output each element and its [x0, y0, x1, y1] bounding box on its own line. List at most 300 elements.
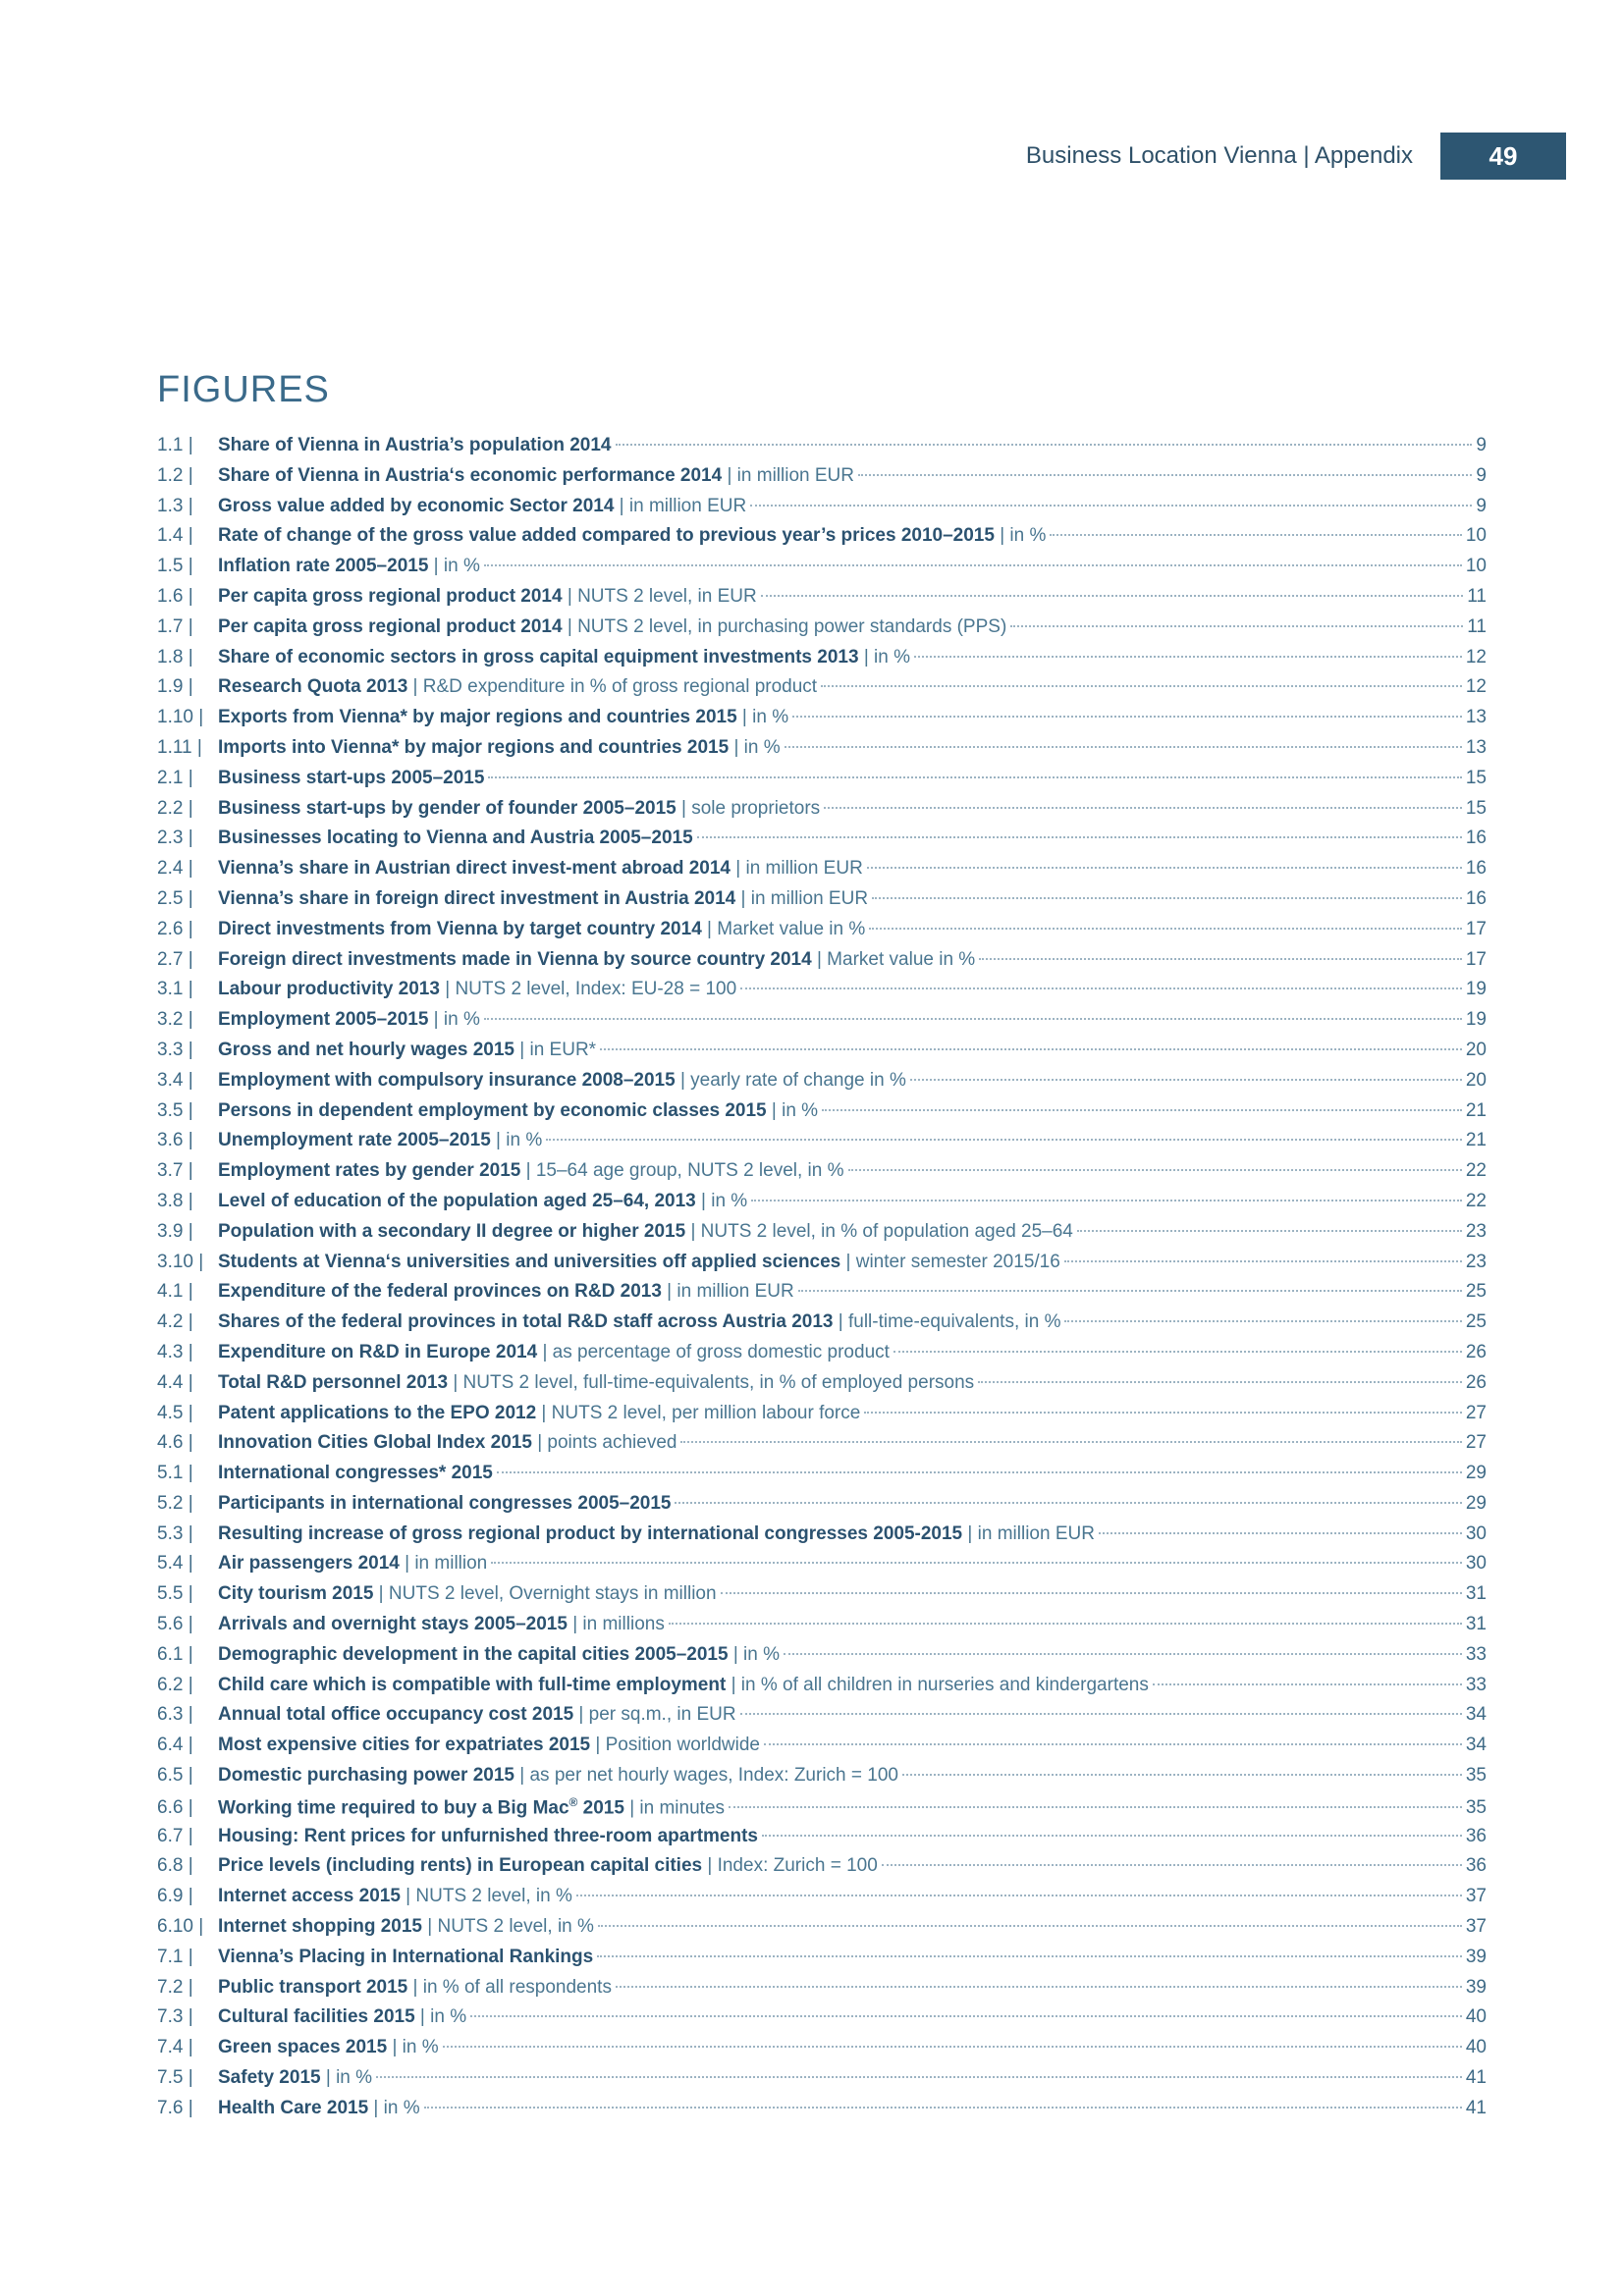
figure-number: 2.6 | — [157, 918, 193, 939]
figure-number: 5.3 | — [157, 1522, 193, 1544]
dot-leader — [740, 988, 1462, 989]
figure-caption — [218, 1795, 725, 1819]
figure-subtitle: | Market value in % — [811, 948, 976, 970]
figure-page-number[interactable]: 34 — [1465, 1735, 1487, 1756]
figure-page-number[interactable]: 20 — [1465, 1069, 1487, 1091]
figure-subtitle: | points achieved — [531, 1432, 677, 1454]
figure-caption — [218, 556, 480, 577]
figure-subtitle: | sole proprietors — [676, 797, 821, 819]
figure-caption — [218, 1826, 758, 1847]
figure-entry[interactable] — [157, 1191, 1487, 1221]
figure-page-number[interactable]: 21 — [1465, 1130, 1487, 1151]
figure-number: 7.5 | — [157, 2067, 193, 2089]
figure-page-number[interactable]: 10 — [1465, 556, 1487, 577]
dot-leader — [484, 564, 1462, 566]
figure-entry[interactable] — [157, 1372, 1487, 1403]
dot-leader — [979, 958, 1462, 960]
dot-leader — [848, 1169, 1462, 1171]
figure-entry[interactable] — [157, 616, 1487, 647]
figure-entry[interactable] — [157, 1523, 1487, 1554]
figure-title: Share of Vienna in Austria‘s economic performance 2014 — [218, 464, 723, 486]
figure-entry[interactable] — [157, 1735, 1487, 1765]
figure-page-number[interactable]: 12 — [1465, 676, 1487, 698]
figure-caption — [218, 2098, 420, 2119]
figure-entry[interactable] — [157, 1403, 1487, 1433]
figure-subtitle: | in % — [695, 1190, 748, 1211]
figure-title: Employment rates by gender 2015 — [218, 1160, 521, 1182]
figure-entry[interactable] — [157, 1583, 1487, 1614]
figure-entry[interactable] — [157, 1100, 1487, 1131]
figure-caption — [218, 1372, 974, 1394]
dot-leader — [750, 505, 1472, 507]
dot-leader — [910, 1079, 1462, 1081]
figure-caption — [218, 1130, 542, 1151]
figure-entry[interactable] — [157, 1855, 1487, 1886]
figure-entry[interactable] — [157, 1644, 1487, 1675]
figure-number: 3.2 | — [157, 1009, 193, 1031]
figure-subtitle: | in % of all children in nurseries and kindergartens — [726, 1674, 1149, 1695]
figure-subtitle: | full-time-equivalents, in % — [833, 1311, 1061, 1333]
figure-entry[interactable] — [157, 465, 1487, 496]
figure-entry[interactable] — [157, 556, 1487, 586]
figure-subtitle: | NUTS 2 level, in % — [400, 1886, 572, 1907]
figure-page-number[interactable]: 11 — [1467, 585, 1487, 607]
dot-leader — [680, 1441, 1461, 1443]
figure-page-number[interactable]: 19 — [1465, 979, 1487, 1000]
dot-leader — [443, 2046, 1462, 2048]
figure-title: Most expensive cities for expatriates 2015 — [218, 1735, 591, 1756]
figure-page-number[interactable]: 25 — [1465, 1281, 1487, 1303]
figure-page-number[interactable]: 30 — [1465, 1522, 1487, 1544]
figure-page-number[interactable]: 36 — [1465, 1825, 1487, 1846]
figure-title: Rate of change of the gross value added compared to previous year’s prices 2010–2015 — [218, 525, 995, 547]
figure-entry[interactable] — [157, 1493, 1487, 1523]
figure-entry[interactable] — [157, 1432, 1487, 1463]
dot-leader — [1099, 1532, 1462, 1534]
figure-entry[interactable] — [157, 586, 1487, 616]
figure-page-number[interactable]: 22 — [1465, 1190, 1487, 1211]
figure-page-number[interactable]: 27 — [1465, 1432, 1487, 1454]
figure-number: 4.5 | — [157, 1402, 193, 1423]
dot-leader — [600, 1048, 1462, 1050]
figure-page-number[interactable]: 33 — [1465, 1674, 1487, 1695]
figure-caption — [218, 2006, 466, 2028]
figure-title: Resulting increase of gross regional product by international congresses 2005-2015 — [218, 1522, 963, 1544]
figure-title: Share of Vienna in Austria’s population 2014 — [218, 435, 612, 455]
figure-caption — [218, 1977, 612, 1999]
figure-title: Participants in international congresses 2005–2015 — [218, 1492, 672, 1514]
figure-subtitle: | per sq.m., in EUR — [573, 1704, 736, 1726]
figure-number: 4.3 | — [157, 1341, 193, 1362]
figure-entry[interactable] — [157, 1614, 1487, 1644]
dot-leader — [1010, 625, 1463, 627]
figure-page-number[interactable]: 9 — [1476, 495, 1487, 516]
figure-number: 6.2 | — [157, 1674, 193, 1695]
figure-number: 3.7 | — [157, 1160, 193, 1182]
figure-page-number[interactable]: 9 — [1476, 435, 1487, 455]
figure-page-number[interactable]: 41 — [1465, 2067, 1487, 2089]
figure-subtitle: | in % — [368, 2097, 420, 2118]
figure-page-number[interactable]: 15 — [1465, 797, 1487, 819]
figure-page-number[interactable]: 34 — [1465, 1704, 1487, 1726]
figure-number: 1.9 | — [157, 676, 193, 698]
dot-leader — [902, 1774, 1462, 1776]
figure-page-number[interactable]: 26 — [1465, 1341, 1487, 1362]
figure-page-number[interactable]: 30 — [1465, 1553, 1487, 1575]
figure-page-number[interactable]: 25 — [1465, 1311, 1487, 1333]
figure-page-number[interactable]: 39 — [1465, 1946, 1487, 1967]
figure-caption — [218, 1191, 747, 1212]
figure-number: 3.1 | — [157, 979, 193, 1000]
figure-page-number[interactable]: 36 — [1465, 1855, 1487, 1877]
figure-caption — [218, 465, 854, 487]
figure-subtitle: | in million EUR — [962, 1522, 1095, 1544]
figure-subtitle: | NUTS 2 level, in % — [421, 1916, 594, 1938]
figure-page-number[interactable]: 31 — [1465, 1583, 1487, 1605]
dot-leader — [762, 1835, 1462, 1837]
figure-subtitle: | in minutes — [623, 1797, 726, 1819]
figure-number: 4.2 | — [157, 1311, 193, 1333]
dot-leader — [546, 1139, 1462, 1141]
figure-caption — [218, 1463, 493, 1484]
figure-title: Expenditure of the federal provinces on R&D 2013 — [218, 1281, 662, 1303]
figure-page-number[interactable]: 12 — [1465, 646, 1487, 667]
figure-page-number[interactable]: 9 — [1476, 464, 1487, 486]
figure-title: Direct investments from Vienna by target country 2014 — [218, 918, 702, 939]
figure-subtitle: | in % — [994, 525, 1047, 547]
figure-subtitle: | in millions — [567, 1614, 665, 1635]
figure-title: Gross and net hourly wages 2015 — [218, 1039, 514, 1060]
figure-page-number[interactable]: 21 — [1465, 1099, 1487, 1121]
figure-caption — [218, 798, 820, 820]
figure-subtitle: | NUTS 2 level, Index: EU-28 = 100 — [439, 979, 737, 1000]
figure-page-number[interactable]: 23 — [1465, 1251, 1487, 1272]
figure-caption — [218, 676, 817, 698]
figure-title: Students at Vienna‘s universities and universities off applied sciences — [218, 1251, 841, 1272]
figure-page-number[interactable]: 37 — [1465, 1916, 1487, 1938]
figure-entry[interactable] — [157, 647, 1487, 677]
figure-page-number[interactable]: 13 — [1465, 707, 1487, 728]
figure-title: Level of education of the population aged 25–64, 2013 — [218, 1190, 696, 1211]
figure-title: City tourism 2015 — [218, 1583, 374, 1605]
figure-page-number[interactable]: 39 — [1465, 1976, 1487, 1998]
figure-title: Foreign direct investments made in Vienna by source country 2014 — [218, 948, 812, 970]
figure-title: Businesses locating to Vienna and Austria 2005–2015 — [218, 828, 693, 849]
figure-number: 5.4 | — [157, 1553, 193, 1575]
dot-leader — [822, 1109, 1462, 1111]
figure-subtitle: | NUTS 2 level, in EUR — [562, 585, 757, 607]
figure-title: Imports into Vienna* by major regions and countries 2015 — [218, 736, 730, 758]
dot-leader — [1064, 1320, 1461, 1322]
figure-caption — [218, 768, 484, 789]
figure-caption — [218, 949, 975, 971]
dot-leader — [821, 685, 1462, 687]
figure-page-number[interactable]: 35 — [1465, 1797, 1487, 1819]
figure-entry[interactable] — [157, 525, 1487, 556]
figure-entry[interactable] — [157, 1704, 1487, 1735]
figure-entry[interactable] — [157, 1463, 1487, 1493]
figure-entry[interactable] — [157, 2006, 1487, 2037]
figure-entry[interactable] — [157, 828, 1487, 858]
figure-entry[interactable] — [157, 1009, 1487, 1040]
figure-entry[interactable] — [157, 1675, 1487, 1705]
figure-title: Internet shopping 2015 — [218, 1916, 422, 1938]
figure-caption — [218, 1432, 677, 1454]
figure-number: 6.8 | — [157, 1855, 193, 1877]
dot-leader — [597, 1955, 1462, 1957]
figure-title: Housing: Rent prices for unfurnished three-room apartments — [218, 1825, 758, 1846]
figure-caption — [218, 1947, 593, 1968]
figure-subtitle: | in % — [428, 556, 480, 577]
dot-leader — [893, 1351, 1462, 1353]
dot-leader — [872, 897, 1462, 899]
dot-leader — [1077, 1230, 1462, 1232]
figure-title: Air passengers 2014 — [218, 1553, 400, 1575]
figure-title: Internet access 2015 — [218, 1886, 401, 1907]
figure-entry[interactable] — [157, 1765, 1487, 1795]
figure-title: Vienna’s Placing in International Rankings — [218, 1946, 594, 1967]
figure-caption — [218, 888, 868, 910]
figure-entry[interactable] — [157, 979, 1487, 1009]
figure-subtitle: | winter semester 2015/16 — [840, 1251, 1060, 1272]
header-title: Business Location Vienna | Appendix — [1025, 142, 1413, 169]
figure-subtitle: | NUTS 2 level, in purchasing power standards (PPS) — [562, 615, 1007, 637]
figure-entry[interactable] — [157, 1221, 1487, 1252]
figure-number: 5.6 | — [157, 1614, 193, 1635]
figure-caption — [218, 1281, 794, 1303]
figure-page-number[interactable]: 31 — [1465, 1614, 1487, 1635]
dot-leader — [721, 1592, 1462, 1594]
figure-entry[interactable] — [157, 1826, 1487, 1856]
dot-leader — [697, 836, 1462, 838]
figure-title: Total R&D personnel 2013 — [218, 1371, 449, 1393]
figure-page-number[interactable]: 16 — [1465, 858, 1487, 880]
figure-page-number[interactable]: 19 — [1465, 1009, 1487, 1031]
dot-leader — [729, 1806, 1462, 1808]
figure-number: 1.7 | — [157, 615, 193, 637]
figure-entry[interactable] — [157, 1947, 1487, 1977]
figure-title: Vienna’s share in foreign direct investment in Austria 2014 — [218, 887, 736, 909]
figure-title: Gross value added by economic Sector 2014 — [218, 495, 615, 516]
figure-title: Employment 2005–2015 — [218, 1009, 429, 1031]
figure-page-number[interactable]: 27 — [1465, 1402, 1487, 1423]
figure-entry[interactable] — [157, 1795, 1487, 1826]
figure-number: 7.1 | — [157, 1946, 193, 1967]
figure-title: Share of economic sectors in gross capital equipment investments 2013 — [218, 646, 859, 667]
figure-caption — [218, 1765, 898, 1787]
figure-page-number[interactable]: 13 — [1465, 736, 1487, 758]
dot-leader — [784, 1653, 1462, 1655]
figure-entry[interactable] — [157, 1916, 1487, 1947]
figure-caption — [218, 919, 865, 940]
dot-leader — [675, 1502, 1461, 1504]
figure-title: Unemployment rate 2005–2015 — [218, 1130, 491, 1151]
figure-number: 3.4 | — [157, 1069, 193, 1091]
figure-entry[interactable] — [157, 707, 1487, 737]
dot-leader — [864, 1412, 1462, 1414]
figure-number: 6.1 | — [157, 1643, 193, 1665]
dot-leader — [882, 1864, 1462, 1866]
figure-title: Employment with compulsory insurance 2008–2015 — [218, 1069, 676, 1091]
figure-subtitle: | in % — [428, 1009, 480, 1031]
figure-entry[interactable] — [157, 1130, 1487, 1160]
figure-page-number[interactable]: 20 — [1465, 1039, 1487, 1060]
figure-subtitle: | 15–64 age group, NUTS 2 level, in % — [520, 1160, 844, 1182]
dot-leader — [491, 1562, 1462, 1564]
figure-page-number[interactable]: 16 — [1465, 887, 1487, 909]
figure-title: Green spaces 2015 — [218, 2037, 388, 2058]
figure-caption — [218, 1886, 572, 1907]
figure-entry[interactable] — [157, 737, 1487, 768]
figure-entry[interactable] — [157, 768, 1487, 798]
figure-subtitle: | in % — [320, 2067, 373, 2089]
dot-leader — [858, 474, 1472, 476]
figure-title: Research Quota 2013 — [218, 676, 408, 698]
figure-entry[interactable] — [157, 949, 1487, 980]
figure-number: 7.3 | — [157, 2006, 193, 2028]
figure-number: 4.4 | — [157, 1371, 193, 1393]
figure-page-number[interactable]: 35 — [1465, 1765, 1487, 1787]
figure-title: Working time required to buy a Big Mac — [218, 1797, 569, 1819]
figure-page-number[interactable]: 40 — [1465, 2037, 1487, 2058]
dot-leader — [669, 1623, 1462, 1625]
figure-entry[interactable] — [157, 858, 1487, 888]
figure-page-number[interactable]: 23 — [1465, 1220, 1487, 1242]
figure-entry[interactable] — [157, 888, 1487, 919]
figure-page-number[interactable]: 26 — [1465, 1371, 1487, 1393]
figure-entry[interactable] — [157, 1311, 1487, 1342]
figure-entry[interactable] — [157, 1553, 1487, 1583]
figure-title: Shares of the federal provinces in total R&D staff across Austria 2013 — [218, 1311, 834, 1333]
figure-title: Exports from Vienna* by major regions and countries 2015 — [218, 707, 737, 728]
figure-number: 1.1 | — [157, 435, 193, 455]
section-title: FIGURES — [157, 369, 330, 410]
figure-page-number[interactable]: 41 — [1465, 2097, 1487, 2118]
figure-subtitle: | yearly rate of change in % — [675, 1069, 906, 1091]
dot-leader — [740, 1713, 1462, 1715]
figure-entry[interactable] — [157, 676, 1487, 707]
figure-entry[interactable] — [157, 1281, 1487, 1311]
figure-title: Annual total office occupancy cost 2015 — [218, 1704, 574, 1726]
figure-title: Public transport 2015 — [218, 1976, 408, 1998]
figure-page-number[interactable]: 16 — [1465, 828, 1487, 849]
figure-subtitle: | NUTS 2 level, in % of population aged 25–64 — [685, 1220, 1073, 1242]
figure-page-number[interactable]: 15 — [1465, 767, 1487, 788]
figure-entry[interactable] — [157, 798, 1487, 828]
figure-entry[interactable] — [157, 1160, 1487, 1191]
figure-title: Population with a secondary II degree or higher 2015 — [218, 1220, 686, 1242]
figure-entry[interactable] — [157, 1342, 1487, 1372]
figure-caption — [218, 435, 612, 456]
figure-number: 2.5 | — [157, 887, 193, 909]
figure-page-number[interactable]: 11 — [1467, 615, 1487, 637]
figure-page-number[interactable]: 40 — [1465, 2006, 1487, 2028]
figure-caption — [218, 1252, 1060, 1273]
figure-title: Business start-ups by gender of founder 2005–2015 — [218, 797, 677, 819]
figure-number: 1.3 | — [157, 495, 193, 516]
figure-page-number[interactable]: 17 — [1465, 918, 1487, 939]
figure-number: 3.5 | — [157, 1099, 193, 1121]
figure-entry[interactable] — [157, 496, 1487, 526]
figure-entry[interactable] — [157, 2098, 1487, 2128]
figure-entry[interactable] — [157, 2067, 1487, 2098]
figure-entry[interactable] — [157, 1070, 1487, 1100]
figure-caption — [218, 1916, 594, 1938]
dot-leader — [785, 746, 1462, 748]
figure-entry[interactable] — [157, 1252, 1487, 1282]
figure-page-number[interactable]: 22 — [1465, 1160, 1487, 1182]
figure-subtitle: | in % of all respondents — [407, 1976, 612, 1998]
figure-entry[interactable] — [157, 1040, 1487, 1070]
dot-leader — [616, 444, 1473, 446]
figure-entry[interactable] — [157, 1977, 1487, 2007]
figure-page-number[interactable]: 33 — [1465, 1643, 1487, 1665]
figure-caption — [218, 647, 910, 668]
figure-subtitle: | Market value in % — [701, 918, 866, 939]
figure-caption — [218, 496, 746, 517]
figure-subtitle: | in % — [729, 736, 781, 758]
dot-leader — [914, 656, 1462, 658]
page-number-badge: 49 — [1440, 133, 1566, 180]
figure-entry[interactable] — [157, 435, 1487, 465]
dot-leader — [869, 928, 1462, 930]
figure-number: 6.10 | — [157, 1916, 204, 1938]
figure-entry[interactable] — [157, 2037, 1487, 2067]
figure-title: Per capita gross regional product 2014 — [218, 585, 563, 607]
figure-page-number[interactable]: 10 — [1465, 525, 1487, 547]
figure-title: Inflation rate 2005–2015 — [218, 556, 429, 577]
figures-list — [157, 435, 1487, 2128]
figure-page-number[interactable]: 29 — [1465, 1463, 1487, 1484]
figure-number: 6.4 | — [157, 1735, 193, 1756]
figure-subtitle: | in % — [387, 2037, 439, 2058]
figure-number: 1.6 | — [157, 585, 193, 607]
figure-caption — [218, 828, 693, 849]
figure-caption — [218, 1221, 1073, 1243]
figure-title: Business start-ups 2005–2015 — [218, 767, 485, 788]
figure-title: International congresses* 2015 — [218, 1463, 493, 1484]
figure-number: 3.3 | — [157, 1039, 193, 1060]
figure-caption — [218, 1311, 1060, 1333]
figure-caption — [218, 1493, 671, 1515]
figure-number: 6.6 | — [157, 1797, 193, 1819]
figure-page-number[interactable]: 29 — [1465, 1492, 1487, 1514]
figure-caption — [218, 707, 788, 728]
figure-subtitle: | in million EUR — [735, 887, 869, 909]
figure-caption — [218, 1342, 890, 1363]
figure-caption — [218, 858, 863, 880]
figure-caption — [218, 737, 781, 759]
dot-leader — [798, 1290, 1462, 1292]
figure-title: Vienna’s share in Austrian direct invest-ment abroad 2014 — [218, 858, 731, 880]
figure-number: 2.1 | — [157, 767, 193, 788]
figure-title: Safety 2015 — [218, 2067, 321, 2089]
figure-title: Expenditure on R&D in Europe 2014 — [218, 1341, 538, 1362]
figure-page-number[interactable]: 17 — [1465, 948, 1487, 970]
figure-subtitle: | R&D expenditure in % of gross regional product — [407, 676, 818, 698]
figure-caption — [218, 1614, 665, 1635]
figure-subtitle: | as percentage of gross domestic product — [537, 1341, 890, 1362]
figure-number: 1.2 | — [157, 464, 193, 486]
dot-leader — [1050, 534, 1461, 536]
figure-number: 1.5 | — [157, 556, 193, 577]
figure-page-number[interactable]: 37 — [1465, 1886, 1487, 1907]
figure-caption — [218, 586, 757, 608]
figure-caption — [218, 1040, 596, 1061]
figure-entry[interactable] — [157, 919, 1487, 949]
dot-leader — [484, 1018, 1462, 1020]
figure-entry[interactable] — [157, 1886, 1487, 1916]
